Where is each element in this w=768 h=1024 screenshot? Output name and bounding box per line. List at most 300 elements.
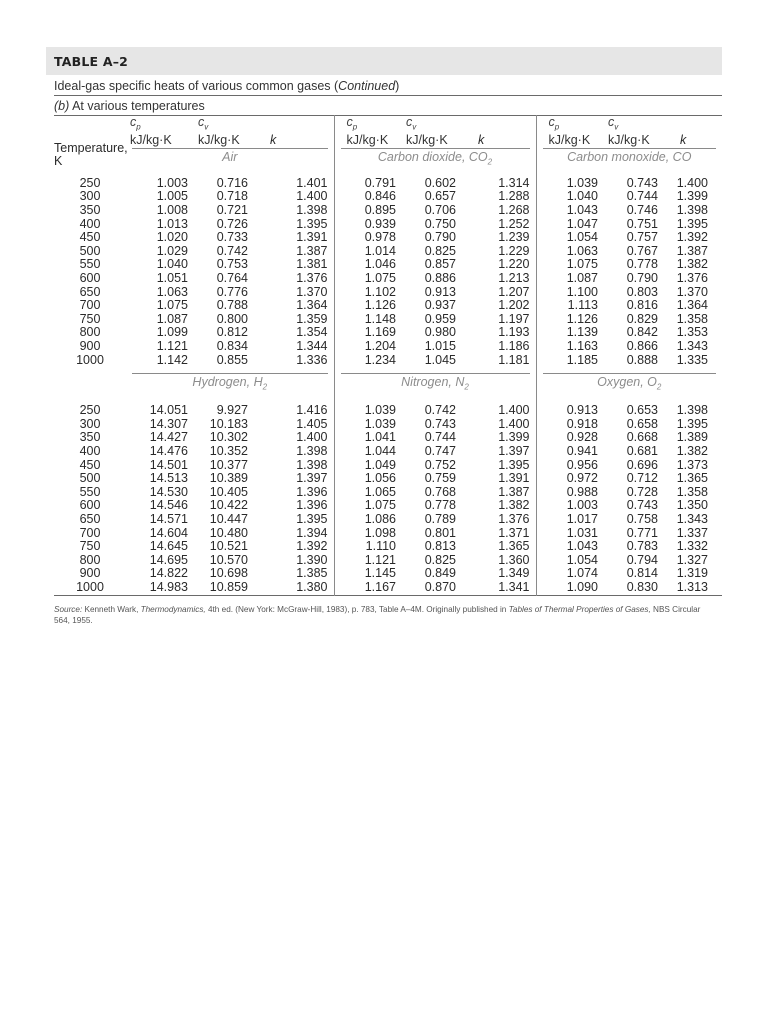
table-cell: 14.645 [149,539,188,554]
table-cell: 0.918 [566,416,598,431]
table-cell: 1.395 [256,513,334,527]
table-cell: 1.075 [156,298,188,313]
table-cell: 1.039 [364,416,396,431]
table-cell: 1.014 [364,243,396,258]
temperature-label-line1: Temperature, [54,140,128,155]
cv-subscript: v [412,122,417,132]
table-cell: 1.090 [566,580,598,594]
table-cell: 0.803 [626,284,658,299]
table-cell: 1.252 [464,218,536,232]
table-cell: 1.335 [676,352,708,367]
table-cell: 0.846 [364,189,396,204]
gas-name-text: Air [222,149,238,164]
table-cell: 1.054 [566,230,598,245]
cv-unit: kJ/kg·K [198,133,240,148]
table-cell: 1.041 [364,430,396,445]
table-cell: 1.121 [364,552,396,567]
table-cell: 0.866 [626,339,658,353]
temperature-value: 750 [79,311,101,326]
source-part2: 4th ed. (New York: McGraw-Hill, 1983), p. 783, Table A–4M. Originally published in [205,604,509,614]
gas-name-o2 [543,373,717,394]
table-cell: 1.397 [464,445,536,459]
gas-name-text: Hydrogen, H [192,375,263,390]
table-cell: 0.776 [216,284,248,299]
cp-symbol: c [130,115,137,129]
temperature-value: 700 [79,298,101,313]
table-cell: 0.788 [216,298,248,313]
table-cell: 14.051 [149,403,188,418]
cp-unit: kJ/kg·K [346,133,389,148]
subcaption-text: At various temperatures [69,99,205,113]
table-cell: 0.800 [216,311,248,326]
header-unit-row [54,134,722,148]
table-cell: 0.668 [626,430,658,445]
table-row [54,527,722,541]
table-cell: 1.044 [364,444,396,459]
header-symbol-row [54,116,722,135]
temperature-value: 350 [79,203,101,218]
table-cell: 10.389 [209,471,248,486]
temperature-value: 900 [79,339,101,353]
cv-subscript: v [614,122,619,132]
caption-continued: Continued [338,79,396,93]
table-row [54,299,722,313]
table-cell: 1.354 [256,326,334,340]
table-cell: 1.046 [364,257,396,272]
cv-subscript: v [204,122,209,132]
k-symbol-blank [666,116,722,135]
table-cell: 1.365 [676,471,708,486]
table-cell: 1.401 [256,177,334,191]
table-cell: 0.939 [364,216,396,231]
temperature-value: 1000 [76,580,104,594]
cp-symbol-cell [334,116,406,135]
table-cell: 1.400 [676,175,708,190]
table-cell: 10.521 [209,539,248,554]
temperature-value: 500 [79,243,101,258]
table-cell: 0.743 [626,175,658,190]
gas-name-text: Carbon monoxide, CO [567,149,692,164]
table-cell: 1.031 [566,525,598,540]
table-cell: 1.398 [256,459,334,473]
gas-subscript: 2 [487,157,493,167]
cp-unit: kJ/kg·K [548,133,591,148]
table-cell: 0.789 [424,512,456,527]
table-row [54,313,722,327]
temperature-value: 450 [79,457,101,472]
table-cell: 0.716 [216,175,248,190]
table-cell: 1.142 [156,352,188,367]
table-cell: 0.751 [626,216,658,231]
table-cell: 0.978 [364,230,396,245]
table-cell: 0.801 [424,525,456,540]
gas-subscript: 2 [464,382,469,392]
table-cell: 0.657 [424,189,456,204]
table-cell: 14.530 [149,484,188,499]
table-cell: 1.063 [156,284,188,299]
gas-name-cell [334,373,536,394]
gas-name-air [132,148,328,165]
subcaption-letter: (b) [54,99,70,113]
cv-symbol: c [406,115,413,129]
table-cell: 10.405 [209,484,248,499]
table-row [54,499,722,513]
table-cell: 1.327 [676,552,708,567]
table-cell: 1.397 [256,472,334,486]
cv-unit: kJ/kg·K [406,133,448,148]
k-header: k [464,134,536,148]
table-cell: 0.706 [424,203,456,218]
table-cell: 1.185 [566,352,598,367]
table-cell: 1.015 [424,339,456,353]
table-cell: 1.075 [364,498,396,513]
table-cell: 1.008 [156,203,188,218]
table-row [54,445,722,459]
table-cell: 1.400 [256,431,334,445]
table-cell: 1.381 [256,258,334,272]
table-label: TABLE A–2 [54,53,129,69]
table-cell: 1.395 [676,416,708,431]
temperature-value: 550 [79,484,101,499]
temperature-label-line2: K [54,154,63,169]
table-cell: 1.145 [364,566,396,581]
cp-subscript: p [136,122,141,132]
table-cell: 1.358 [676,311,708,326]
table-cell: 1.350 [676,498,708,513]
table-cell: 14.822 [149,566,188,581]
table-cell: 10.422 [209,498,248,513]
table-cell: 0.653 [626,403,658,418]
table-cell: 0.753 [216,257,248,272]
table-cell: 0.790 [424,230,456,245]
table-row [54,513,722,527]
table-cell: 1.005 [156,189,188,204]
table-cell: 1.049 [364,457,396,472]
table-cell: 1.234 [364,352,396,367]
table-cell: 1.371 [464,527,536,541]
table-cell: 10.698 [209,566,248,581]
cv-symbol-cell [198,116,256,135]
temperature-value: 250 [79,175,101,190]
table-cell: 1.169 [364,325,396,340]
gas-subscript: 2 [262,382,268,392]
table-cell: 1.039 [364,403,396,418]
table-cell: 0.870 [424,580,456,594]
table-row [54,231,722,245]
table-cell: 1.353 [676,325,708,340]
table-cell: 0.937 [424,298,456,313]
gas-name-text: Carbon dioxide, CO [377,149,488,164]
table-cell: 0.855 [216,352,248,367]
table-cell: 1.086 [364,512,396,527]
table-cell: 1.398 [676,203,708,218]
table-cell: 1.087 [566,271,598,286]
table-page [46,47,722,626]
temperature-value: 650 [79,284,101,299]
table-cell: 1.380 [256,581,334,595]
table-cell: 1.395 [676,216,708,231]
table-cell: 1.181 [464,354,536,368]
cv-symbol: c [608,115,615,129]
table-cell: 1.376 [256,272,334,286]
table-cell: 0.778 [626,257,658,272]
gas-name-cell [126,148,334,169]
table-cell: 1.400 [464,418,536,432]
table-cell: 1.288 [464,190,536,204]
table-cell: 0.750 [424,216,456,231]
table-row [54,404,722,418]
gas-name-co [543,148,717,165]
table-cell: 1.039 [566,175,598,190]
temperature-value: 400 [79,216,101,231]
table-cell: 1.392 [676,230,708,245]
table-cell: 1.043 [566,203,598,218]
table-cell: 0.744 [626,189,658,204]
temperature-value: 450 [79,230,101,245]
gas-name-cell [536,148,722,169]
table-cell: 1.100 [566,284,598,299]
cp-symbol: c [346,115,353,129]
table-cell: 9.927 [216,403,248,418]
table-cell: 1.126 [364,298,396,313]
gas-names-row-2 [54,373,722,394]
table-row [54,418,722,432]
table-row [54,431,722,445]
table-cell: 0.825 [424,552,456,567]
temperature-value: 500 [79,471,101,486]
table-cell: 1.400 [256,190,334,204]
table-cell: 1.341 [464,581,536,595]
table-cell: 1.349 [464,567,536,581]
table-cell: 1.054 [566,552,598,567]
table-cell: 1.040 [156,257,188,272]
table-cell: 1.017 [566,512,598,527]
table-row [54,204,722,218]
table-subcaption [46,96,722,115]
table-cell: 0.778 [424,498,456,513]
table-cell: 0.913 [566,403,598,418]
table-cell: 1.394 [256,527,334,541]
table-row [54,326,722,340]
table-cell: 0.746 [626,203,658,218]
table-cell: 1.074 [566,566,598,581]
table-cell: 1.121 [156,339,188,353]
table-cell: 1.197 [464,313,536,327]
table-cell: 0.681 [626,444,658,459]
table-cell: 1.043 [566,539,598,554]
gas-name-text: Nitrogen, N [401,375,465,390]
table-row [54,567,722,581]
cp-subscript: p [352,122,358,132]
table-cell: 1.337 [676,525,708,540]
table-cell: 1.029 [156,243,188,258]
table-row [54,540,722,554]
temperature-value: 700 [79,525,101,540]
gas-name-cell [334,148,536,169]
table-cell: 1.400 [464,404,536,418]
specific-heats-table [54,115,722,596]
table-cell: 0.834 [216,339,248,353]
table-cell: 1.040 [566,189,598,204]
table-cell: 0.768 [424,484,456,499]
table-cell: 0.849 [424,566,456,581]
cv-symbol: c [198,115,205,129]
table-cell: 0.721 [216,203,248,218]
source-book: Thermodynamics, [140,604,206,614]
table-cell: 1.013 [156,216,188,231]
table-cell: 0.752 [424,457,456,472]
table-cell: 0.712 [626,471,658,486]
table-cell: 0.783 [626,539,658,554]
temperature-value: 800 [79,552,101,567]
table-cell: 1.148 [364,311,396,326]
table-cell: 0.658 [626,416,658,431]
table-cell: 0.718 [216,189,248,204]
table-cell: 1.358 [676,484,708,499]
table-cell: 1.087 [156,311,188,326]
table-cell: 0.726 [216,216,248,231]
table-cell: 14.513 [149,471,188,486]
temperature-value: 600 [79,271,101,286]
table-cell: 1.376 [464,513,536,527]
table-cell: 0.742 [424,403,456,418]
table-cell: 14.476 [149,444,188,459]
temperature-label [54,140,128,169]
table-cell: 1.398 [256,445,334,459]
table-cell: 10.480 [209,525,248,540]
cv-unit: kJ/kg·K [608,133,650,148]
table-cell: 1.047 [566,216,598,231]
table-cell: 1.399 [676,189,708,204]
table-cell: 1.319 [676,566,708,581]
table-cell: 0.895 [364,203,396,218]
table-cell: 10.183 [209,416,248,431]
table-cell: 0.790 [626,271,658,286]
cp-unit: kJ/kg·K [130,133,172,148]
table-cell: 10.352 [209,444,248,459]
table-cell: 1.110 [365,539,396,554]
table-cell: 0.759 [424,471,456,486]
table-row [54,459,722,473]
k-symbol-blank [464,116,536,135]
table-cell: 0.767 [626,243,658,258]
cv-symbol-cell [406,116,464,135]
table-cell: 1.167 [364,580,396,594]
table-row [54,258,722,272]
gas-names-row-1 [54,148,722,169]
source-part1: Kenneth Wark, [82,604,141,614]
temperature-value: 900 [79,566,101,581]
table-cell: 0.972 [566,471,598,486]
table-cell: 1.364 [256,299,334,313]
table-cell: 1.102 [364,284,396,299]
table-cell: 14.546 [149,498,188,513]
table-cell: 1.207 [464,286,536,300]
source-note [54,604,714,626]
cv-symbol-cell [608,116,666,135]
table-cell: 1.065 [364,484,396,499]
table-cell: 14.501 [149,457,188,472]
table-cell: 0.743 [424,416,456,431]
table-cell: 1.376 [676,271,708,286]
table-row [54,554,722,568]
source-part3: NBS Circular 564, 1955. [54,604,701,625]
table-cell: 1.364 [676,298,708,313]
table-cell: 0.886 [424,271,456,286]
table-cell: 1.332 [676,539,708,554]
temperature-value: 1000 [76,352,104,367]
cp-symbol-cell [536,116,608,135]
table-cell: 1.343 [676,512,708,527]
table-cell: 0.812 [216,325,248,340]
table-row [54,486,722,500]
temperature-value: 300 [79,416,101,431]
gas-name-h2 [132,373,328,394]
table-cell: 1.370 [256,286,334,300]
gas-subscript: 2 [656,382,662,392]
table-cell: 1.382 [464,499,536,513]
table-cell: 0.728 [626,484,658,499]
temperature-value: 550 [79,257,101,272]
table-cell: 1.398 [256,204,334,218]
table-cell: 1.370 [676,284,708,299]
table-cell: 0.813 [424,539,456,554]
table-cell: 0.888 [626,352,658,367]
cp-symbol-cell [126,116,198,135]
table-cell: 14.571 [149,512,188,527]
table-cell: 0.830 [626,580,658,594]
table-cell: 1.051 [156,271,188,286]
table-cell: 1.365 [464,540,536,554]
caption-main: Ideal-gas specific heats of various common gases ( [54,79,339,93]
table-cell: 0.791 [364,175,396,190]
table-cell: 10.447 [209,512,248,527]
table-cell: 1.343 [676,339,708,353]
table-cell: 1.389 [676,430,708,445]
table-cell: 1.268 [464,204,536,218]
table-cell: 1.387 [256,245,334,259]
gas-name-co2 [341,148,530,169]
table-cell: 1.382 [676,444,708,459]
source-label: Source: [54,604,83,614]
table-cell: 1.391 [256,231,334,245]
table-row [54,581,722,595]
table-cell: 1.126 [566,311,598,326]
table-cell: 14.307 [149,416,188,431]
table-cell: 1.416 [256,404,334,418]
table-cell: 0.764 [216,271,248,286]
table-cell: 0.956 [566,457,598,472]
header-blank [54,116,126,135]
table-cell: 1.075 [364,271,396,286]
cp-subscript: p [554,122,560,132]
table-cell: 14.427 [149,430,188,445]
table-cell: 1.405 [256,418,334,432]
table-cell: 1.202 [464,299,536,313]
table-row [54,472,722,486]
table-cell: 1.204 [364,339,396,353]
table-cell: 1.387 [676,243,708,258]
table-cell: 1.396 [256,499,334,513]
table-cell: 0.829 [626,311,658,326]
table-cell: 1.063 [566,243,598,258]
table-cell: 1.139 [566,325,598,340]
table-cell: 1.359 [256,313,334,327]
table-cell: 10.302 [209,430,248,445]
table-row [54,218,722,232]
table-cell: 0.794 [626,552,658,567]
source-original: Tables of Thermal Properties of Gases, [508,604,651,614]
